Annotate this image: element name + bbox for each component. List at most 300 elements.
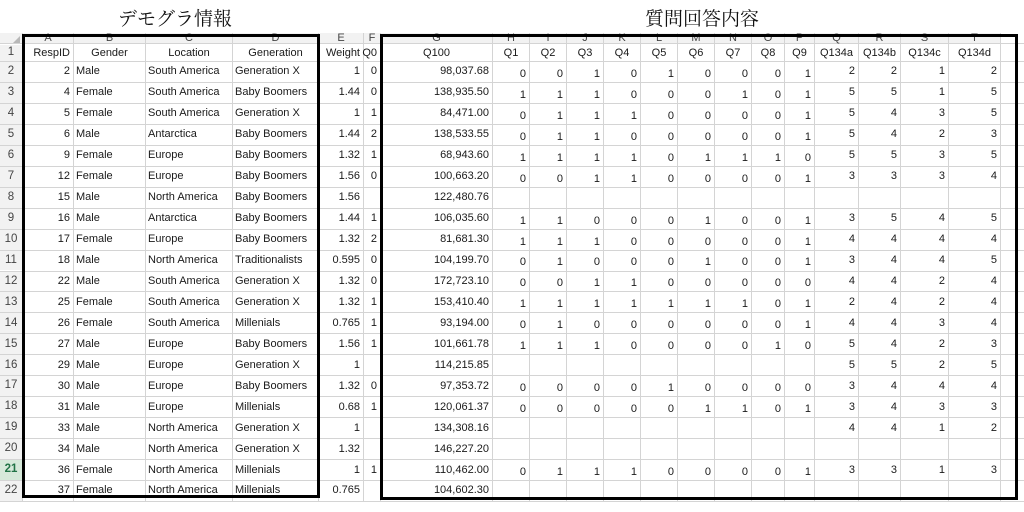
cell-r20-j[interactable] xyxy=(567,439,603,459)
cell-r15-p[interactable]: 0 xyxy=(804,340,811,353)
cell-r8-k[interactable] xyxy=(604,188,640,208)
cell-r16-m[interactable] xyxy=(678,355,714,375)
cell-r15-q[interactable]: 5 xyxy=(848,337,855,350)
cell-r4-m[interactable]: 0 xyxy=(704,109,711,122)
cell-r18-p[interactable]: 1 xyxy=(804,403,811,416)
cell-r2-b[interactable]: Male xyxy=(76,65,100,78)
cell-r13-k[interactable]: 1 xyxy=(630,298,637,311)
header-cell-q0[interactable]: Q0 xyxy=(362,46,377,59)
cell-r6-i[interactable]: 1 xyxy=(556,151,563,164)
cell-r11-a[interactable]: 18 xyxy=(57,254,70,267)
cell-r15-r[interactable]: 4 xyxy=(890,337,897,350)
cell-r17-g[interactable]: 97,353.72 xyxy=(440,379,489,392)
cell-r6-b[interactable]: Female xyxy=(76,149,113,162)
cell-r22-r[interactable] xyxy=(859,481,900,501)
column-header-p[interactable]: P xyxy=(785,33,814,43)
cell-r14-d[interactable]: Millenials xyxy=(235,316,281,329)
cell-r3-i[interactable]: 1 xyxy=(556,88,563,101)
cell-r5-j[interactable]: 1 xyxy=(593,130,600,143)
cell-r3-d[interactable]: Baby Boomers xyxy=(235,86,308,99)
cell-r22-t[interactable] xyxy=(949,481,1000,501)
cell-r2-q[interactable]: 2 xyxy=(848,65,855,78)
column-header-g[interactable]: G xyxy=(381,33,492,43)
cell-r19-g[interactable]: 134,308.16 xyxy=(433,421,489,434)
cell-r9-q[interactable]: 3 xyxy=(848,212,855,225)
cell-r3-f[interactable]: 0 xyxy=(370,86,377,99)
cell-r8-t[interactable] xyxy=(949,188,1000,208)
row-header-17[interactable]: 17 xyxy=(0,376,22,396)
cell-r7-a[interactable]: 12 xyxy=(57,170,70,183)
cell-r14-b[interactable]: Female xyxy=(76,316,113,329)
cell-r17-k[interactable]: 0 xyxy=(630,382,637,395)
cell-r13-i[interactable]: 1 xyxy=(556,298,563,311)
row-header-14[interactable]: 14 xyxy=(0,313,22,333)
cell-r11-t[interactable]: 5 xyxy=(990,254,997,267)
cell-r4-j[interactable]: 1 xyxy=(593,109,600,122)
cell-r13-d[interactable]: Generation X xyxy=(235,295,300,308)
cell-r7-o[interactable]: 0 xyxy=(774,172,781,185)
cell-r3-s[interactable]: 1 xyxy=(938,86,945,99)
header-cell-q134a[interactable]: Q134a xyxy=(819,46,854,59)
cell-r10-l[interactable]: 0 xyxy=(667,235,674,248)
cell-r21-k[interactable]: 1 xyxy=(630,465,637,478)
cell-r12-r[interactable]: 4 xyxy=(890,274,897,287)
cell-r17-j[interactable]: 0 xyxy=(593,382,600,395)
cell-r14-m[interactable]: 0 xyxy=(704,319,711,332)
cell-r3-r[interactable]: 5 xyxy=(890,86,897,99)
cell-r16-r[interactable]: 5 xyxy=(890,358,897,371)
cell-r3-b[interactable]: Female xyxy=(76,86,113,99)
row-header-12[interactable]: 12 xyxy=(0,272,22,292)
cell-r22-l[interactable] xyxy=(641,481,677,501)
column-header-l[interactable]: L xyxy=(641,33,677,43)
cell-r17-q[interactable]: 3 xyxy=(848,379,855,392)
cell-r16-f[interactable] xyxy=(364,355,380,375)
column-header-k[interactable]: K xyxy=(604,33,640,43)
cell-r17-i[interactable]: 0 xyxy=(556,382,563,395)
cell-r7-j[interactable]: 1 xyxy=(593,172,600,185)
cell-r14-i[interactable]: 1 xyxy=(556,319,563,332)
cell-r19-d[interactable]: Generation X xyxy=(235,421,300,434)
cell-r6-d[interactable]: Baby Boomers xyxy=(235,149,308,162)
column-header-j[interactable]: J xyxy=(567,33,603,43)
cell-r18-b[interactable]: Male xyxy=(76,400,100,413)
cell-r18-s[interactable]: 3 xyxy=(938,400,945,413)
cell-r10-t[interactable]: 4 xyxy=(990,233,997,246)
cell-r22-m[interactable] xyxy=(678,481,714,501)
cell-r7-h[interactable]: 0 xyxy=(519,172,526,185)
cell-r12-s[interactable]: 2 xyxy=(938,274,945,287)
cell-r20-g[interactable]: 146,227.20 xyxy=(433,442,489,455)
cell-r15-j[interactable]: 1 xyxy=(593,340,600,353)
cell-r13-n[interactable]: 1 xyxy=(741,298,748,311)
cell-r15-f[interactable]: 1 xyxy=(370,337,377,350)
column-header-d[interactable]: D xyxy=(233,33,318,43)
cell-r18-i[interactable]: 0 xyxy=(556,403,563,416)
cell-r4-o[interactable]: 0 xyxy=(774,109,781,122)
cell-r13-b[interactable]: Female xyxy=(76,295,113,308)
cell-r19-e[interactable]: 1 xyxy=(353,421,360,434)
cell-r6-s[interactable]: 3 xyxy=(938,149,945,162)
cell-r13-o[interactable]: 0 xyxy=(774,298,781,311)
cell-r21-m[interactable]: 0 xyxy=(704,465,711,478)
cell-r18-a[interactable]: 31 xyxy=(57,400,70,413)
cell-r5-k[interactable]: 0 xyxy=(630,130,637,143)
cell-r11-g[interactable]: 104,199.70 xyxy=(433,254,489,267)
cell-r15-k[interactable]: 0 xyxy=(630,340,637,353)
cell-r16-t[interactable]: 5 xyxy=(990,358,997,371)
cell-r18-n[interactable]: 1 xyxy=(741,403,748,416)
cell-r20-m[interactable] xyxy=(678,439,714,459)
cell-r21-j[interactable]: 1 xyxy=(593,465,600,478)
cell-r19-h[interactable] xyxy=(493,418,529,438)
cell-r21-c[interactable]: North America xyxy=(148,463,218,476)
cell-r9-p[interactable]: 1 xyxy=(804,214,811,227)
cell-r6-l[interactable]: 0 xyxy=(667,151,674,164)
cell-r15-b[interactable]: Male xyxy=(76,337,100,350)
cell-r4-b[interactable]: Female xyxy=(76,107,113,120)
cell-r19-a[interactable]: 33 xyxy=(57,421,70,434)
cell-r18-j[interactable]: 0 xyxy=(593,403,600,416)
cell-r4-r[interactable]: 4 xyxy=(890,107,897,120)
cell-r20-p[interactable] xyxy=(785,439,814,459)
cell-r14-e[interactable]: 0.765 xyxy=(332,316,360,329)
header-cell-q2[interactable]: Q2 xyxy=(540,46,556,59)
cell-r19-q[interactable]: 4 xyxy=(848,421,855,434)
row-header-9[interactable]: 9 xyxy=(0,209,22,229)
header-cell-q134d[interactable]: Q134d xyxy=(957,46,992,59)
cell-r22-q[interactable] xyxy=(815,481,858,501)
cell-r8-n[interactable] xyxy=(715,188,751,208)
cell-r4-s[interactable]: 3 xyxy=(938,107,945,120)
cell-r13-h[interactable]: 1 xyxy=(519,298,526,311)
cell-r4-a[interactable]: 5 xyxy=(63,107,70,120)
cell-r19-p[interactable] xyxy=(785,418,814,438)
cell-r12-j[interactable]: 1 xyxy=(593,277,600,290)
cell-r9-m[interactable]: 1 xyxy=(704,214,711,227)
cell-r4-t[interactable]: 5 xyxy=(990,107,997,120)
cell-r5-f[interactable]: 2 xyxy=(370,128,377,141)
cell-r21-f[interactable]: 1 xyxy=(370,463,377,476)
cell-r7-q[interactable]: 3 xyxy=(848,170,855,183)
column-header-e[interactable]: E xyxy=(319,33,363,43)
cell-r11-j[interactable]: 0 xyxy=(593,256,600,269)
cell-r10-p[interactable]: 1 xyxy=(804,235,811,248)
cell-r5-c[interactable]: Antarctica xyxy=(148,128,197,141)
cell-r8-r[interactable] xyxy=(859,188,900,208)
cell-r13-f[interactable]: 1 xyxy=(370,295,377,308)
column-header-s[interactable]: S xyxy=(901,33,948,43)
cell-r9-j[interactable]: 0 xyxy=(593,214,600,227)
cell-r14-g[interactable]: 93,194.00 xyxy=(440,316,489,329)
cell-r18-t[interactable]: 3 xyxy=(990,400,997,413)
cell-r2-h[interactable]: 0 xyxy=(519,67,526,80)
header-cell-q100[interactable]: Q100 xyxy=(423,46,450,59)
cell-r15-i[interactable]: 1 xyxy=(556,340,563,353)
cell-r4-h[interactable]: 0 xyxy=(519,109,526,122)
cell-r15-h[interactable]: 1 xyxy=(519,340,526,353)
cell-r8-b[interactable]: Male xyxy=(76,191,100,204)
cell-r10-k[interactable]: 0 xyxy=(630,235,637,248)
cell-r17-s[interactable]: 4 xyxy=(938,379,945,392)
cell-r16-j[interactable] xyxy=(567,355,603,375)
header-cell-q5[interactable]: Q5 xyxy=(651,46,667,59)
cell-r19-b[interactable]: Male xyxy=(76,421,100,434)
cell-r11-e[interactable]: 0.595 xyxy=(332,254,360,267)
cell-r15-d[interactable]: Baby Boomers xyxy=(235,337,308,350)
cell-r17-b[interactable]: Male xyxy=(76,379,100,392)
header-cell-q3[interactable]: Q3 xyxy=(577,46,593,59)
cell-r18-g[interactable]: 120,061.37 xyxy=(433,400,489,413)
cell-r17-p[interactable]: 0 xyxy=(804,382,811,395)
cell-r15-c[interactable]: Europe xyxy=(148,337,184,350)
cell-r8-p[interactable] xyxy=(785,188,814,208)
cell-r21-q[interactable]: 3 xyxy=(848,463,855,476)
cell-r10-m[interactable]: 0 xyxy=(704,235,711,248)
row-header-21[interactable]: 21 xyxy=(0,460,22,480)
row-header-5[interactable]: 5 xyxy=(0,125,22,145)
row-header-6[interactable]: 6 xyxy=(0,146,22,166)
cell-r10-h[interactable]: 1 xyxy=(519,235,526,248)
cell-r9-o[interactable]: 0 xyxy=(774,214,781,227)
cell-r12-f[interactable]: 0 xyxy=(370,274,377,287)
cell-r8-l[interactable] xyxy=(641,188,677,208)
cell-r21-e[interactable]: 1 xyxy=(353,463,360,476)
column-header-q[interactable]: Q xyxy=(815,33,858,43)
cell-r3-o[interactable]: 0 xyxy=(774,88,781,101)
cell-r4-l[interactable]: 0 xyxy=(667,109,674,122)
cell-r5-o[interactable]: 0 xyxy=(774,130,781,143)
cell-r13-r[interactable]: 4 xyxy=(890,295,897,308)
cell-r19-k[interactable] xyxy=(604,418,640,438)
cell-r19-n[interactable] xyxy=(715,418,751,438)
row-header-18[interactable]: 18 xyxy=(0,397,22,417)
cell-r2-k[interactable]: 0 xyxy=(630,67,637,80)
cell-r10-d[interactable]: Baby Boomers xyxy=(235,233,308,246)
cell-r17-h[interactable]: 0 xyxy=(519,382,526,395)
cell-r9-b[interactable]: Male xyxy=(76,212,100,225)
column-header-t[interactable]: T xyxy=(949,33,1000,43)
cell-r9-k[interactable]: 0 xyxy=(630,214,637,227)
cell-r12-i[interactable]: 0 xyxy=(556,277,563,290)
cell-r6-c[interactable]: Europe xyxy=(148,149,184,162)
cell-r9-h[interactable]: 1 xyxy=(519,214,526,227)
cell-r14-k[interactable]: 0 xyxy=(630,319,637,332)
cell-r13-e[interactable]: 1.32 xyxy=(338,295,360,308)
cell-r5-s[interactable]: 2 xyxy=(938,128,945,141)
cell-r12-m[interactable]: 0 xyxy=(704,277,711,290)
cell-r3-c[interactable]: South America xyxy=(148,86,220,99)
cell-r13-g[interactable]: 153,410.40 xyxy=(433,295,489,308)
cell-r13-m[interactable]: 1 xyxy=(704,298,711,311)
cell-r21-i[interactable]: 1 xyxy=(556,465,563,478)
cell-r13-c[interactable]: South America xyxy=(148,295,220,308)
spreadsheet-grid[interactable] xyxy=(0,31,1024,497)
column-header-r[interactable]: R xyxy=(859,33,900,43)
header-cell-q9[interactable]: Q9 xyxy=(792,46,807,59)
cell-r15-a[interactable]: 27 xyxy=(57,337,70,350)
cell-r3-p[interactable]: 1 xyxy=(804,88,811,101)
cell-r22-e[interactable]: 0.765 xyxy=(332,484,360,497)
cell-r2-n[interactable]: 0 xyxy=(741,67,748,80)
cell-r12-g[interactable]: 172,723.10 xyxy=(433,274,489,287)
cell-r8-q[interactable] xyxy=(815,188,858,208)
cell-r19-r[interactable]: 4 xyxy=(890,421,897,434)
cell-r11-d[interactable]: Traditionalists xyxy=(235,254,303,267)
cell-r5-b[interactable]: Male xyxy=(76,128,100,141)
cell-r5-l[interactable]: 0 xyxy=(667,130,674,143)
cell-r12-q[interactable]: 4 xyxy=(848,274,855,287)
cell-r8-e[interactable]: 1.56 xyxy=(338,191,360,204)
cell-r10-c[interactable]: Europe xyxy=(148,233,184,246)
column-header-f[interactable]: F xyxy=(364,33,380,43)
cell-r3-h[interactable]: 1 xyxy=(519,88,526,101)
cell-r8-m[interactable] xyxy=(678,188,714,208)
cell-r22-j[interactable] xyxy=(567,481,603,501)
cell-r14-r[interactable]: 4 xyxy=(890,316,897,329)
cell-r21-a[interactable]: 36 xyxy=(57,463,70,476)
cell-r18-q[interactable]: 3 xyxy=(848,400,855,413)
cell-r21-h[interactable]: 0 xyxy=(519,465,526,478)
cell-r9-f[interactable]: 1 xyxy=(370,212,377,225)
cell-r12-l[interactable]: 0 xyxy=(667,277,674,290)
cell-r7-m[interactable]: 0 xyxy=(704,172,711,185)
cell-r3-q[interactable]: 5 xyxy=(848,86,855,99)
cell-r21-p[interactable]: 1 xyxy=(804,465,811,478)
cell-r13-t[interactable]: 4 xyxy=(990,295,997,308)
cell-r2-f[interactable]: 0 xyxy=(370,65,377,78)
cell-r8-h[interactable] xyxy=(493,188,529,208)
cell-r22-i[interactable] xyxy=(530,481,566,501)
cell-r5-t[interactable]: 3 xyxy=(990,128,997,141)
cell-r20-a[interactable]: 34 xyxy=(57,442,70,455)
cell-r3-a[interactable]: 4 xyxy=(63,86,70,99)
cell-r10-e[interactable]: 1.32 xyxy=(338,233,360,246)
cell-r18-r[interactable]: 4 xyxy=(890,400,897,413)
cell-r11-r[interactable]: 4 xyxy=(890,254,897,267)
cell-r13-s[interactable]: 2 xyxy=(938,295,945,308)
cell-r9-r[interactable]: 5 xyxy=(890,212,897,225)
cell-r3-t[interactable]: 5 xyxy=(990,86,997,99)
cell-r22-k[interactable] xyxy=(604,481,640,501)
cell-r11-h[interactable]: 0 xyxy=(519,256,526,269)
cell-r18-o[interactable]: 0 xyxy=(774,403,781,416)
row-header-4[interactable]: 4 xyxy=(0,104,22,124)
cell-r20-s[interactable] xyxy=(901,439,948,459)
cell-r6-m[interactable]: 1 xyxy=(704,151,711,164)
cell-r7-e[interactable]: 1.56 xyxy=(338,170,360,183)
cell-r16-d[interactable]: Generation X xyxy=(235,358,300,371)
cell-r3-n[interactable]: 1 xyxy=(741,88,748,101)
cell-r20-r[interactable] xyxy=(859,439,900,459)
cell-r8-g[interactable]: 122,480.76 xyxy=(433,191,489,204)
cell-r5-d[interactable]: Baby Boomers xyxy=(235,128,308,141)
cell-r17-r[interactable]: 4 xyxy=(890,379,897,392)
cell-r2-m[interactable]: 0 xyxy=(704,67,711,80)
cell-r14-n[interactable]: 0 xyxy=(741,319,748,332)
cell-r14-f[interactable]: 1 xyxy=(370,316,377,329)
row-header-15[interactable]: 15 xyxy=(0,334,22,354)
header-cell-q8[interactable]: Q8 xyxy=(760,46,776,59)
cell-r6-r[interactable]: 5 xyxy=(890,149,897,162)
cell-r3-j[interactable]: 1 xyxy=(593,88,600,101)
cell-r19-m[interactable] xyxy=(678,418,714,438)
header-cell-q134c[interactable]: Q134c xyxy=(908,46,941,59)
cell-r3-k[interactable]: 0 xyxy=(630,88,637,101)
cell-r20-h[interactable] xyxy=(493,439,529,459)
cell-r20-t[interactable] xyxy=(949,439,1000,459)
cell-r14-l[interactable]: 0 xyxy=(667,319,674,332)
cell-r20-q[interactable] xyxy=(815,439,858,459)
cell-r10-q[interactable]: 4 xyxy=(848,233,855,246)
cell-r12-p[interactable]: 0 xyxy=(804,277,811,290)
cell-r19-s[interactable]: 1 xyxy=(938,421,945,434)
cell-r17-c[interactable]: Europe xyxy=(148,379,184,392)
cell-r16-e[interactable]: 1 xyxy=(353,358,360,371)
cell-r6-k[interactable]: 1 xyxy=(630,151,637,164)
header-cell-respid[interactable]: RespID xyxy=(33,46,70,59)
column-header-m[interactable]: M xyxy=(678,33,714,43)
cell-r20-l[interactable] xyxy=(641,439,677,459)
row-header-3[interactable]: 3 xyxy=(0,83,22,103)
cell-r22-n[interactable] xyxy=(715,481,751,501)
cell-r19-o[interactable] xyxy=(752,418,784,438)
cell-r2-t[interactable]: 2 xyxy=(990,65,997,78)
header-cell-q4[interactable]: Q4 xyxy=(614,46,630,59)
cell-r4-d[interactable]: Generation X xyxy=(235,107,300,120)
header-cell-generation[interactable]: Generation xyxy=(248,46,303,59)
cell-r9-n[interactable]: 0 xyxy=(741,214,748,227)
cell-r18-f[interactable]: 1 xyxy=(370,400,377,413)
cell-r22-g[interactable]: 104,602.30 xyxy=(433,484,489,497)
cell-r12-o[interactable]: 0 xyxy=(774,277,781,290)
cell-r5-q[interactable]: 5 xyxy=(848,128,855,141)
cell-r6-j[interactable]: 1 xyxy=(593,151,600,164)
cell-r5-i[interactable]: 1 xyxy=(556,130,563,143)
cell-r18-k[interactable]: 0 xyxy=(630,403,637,416)
cell-r7-r[interactable]: 3 xyxy=(890,170,897,183)
cell-r19-j[interactable] xyxy=(567,418,603,438)
cell-r2-r[interactable]: 2 xyxy=(890,65,897,78)
cell-r10-r[interactable]: 4 xyxy=(890,233,897,246)
column-header-b[interactable]: B xyxy=(74,33,145,43)
cell-r6-g[interactable]: 68,943.60 xyxy=(440,149,489,162)
cell-r15-m[interactable]: 0 xyxy=(704,340,711,353)
header-cell-location[interactable]: Location xyxy=(168,46,210,59)
cell-r20-b[interactable]: Male xyxy=(76,442,100,455)
column-header-n[interactable]: N xyxy=(715,33,751,43)
cell-r15-l[interactable]: 0 xyxy=(667,340,674,353)
row-header-19[interactable]: 19 xyxy=(0,418,22,438)
cell-r15-g[interactable]: 101,661.78 xyxy=(433,337,489,350)
cell-r7-p[interactable]: 1 xyxy=(804,172,811,185)
cell-r8-c[interactable]: North America xyxy=(148,191,218,204)
cell-r19-l[interactable] xyxy=(641,418,677,438)
cell-r11-n[interactable]: 0 xyxy=(741,256,748,269)
cell-r18-h[interactable]: 0 xyxy=(519,403,526,416)
cell-r16-h[interactable] xyxy=(493,355,529,375)
cell-r18-c[interactable]: Europe xyxy=(148,400,184,413)
cell-r7-n[interactable]: 0 xyxy=(741,172,748,185)
cell-r7-t[interactable]: 4 xyxy=(990,170,997,183)
cell-r8-i[interactable] xyxy=(530,188,566,208)
cell-r14-a[interactable]: 26 xyxy=(57,316,70,329)
cell-r11-b[interactable]: Male xyxy=(76,254,100,267)
cell-r5-m[interactable]: 0 xyxy=(704,130,711,143)
cell-r17-t[interactable]: 4 xyxy=(990,379,997,392)
header-cell-q6[interactable]: Q6 xyxy=(688,46,704,59)
cell-r12-c[interactable]: South America xyxy=(148,274,220,287)
